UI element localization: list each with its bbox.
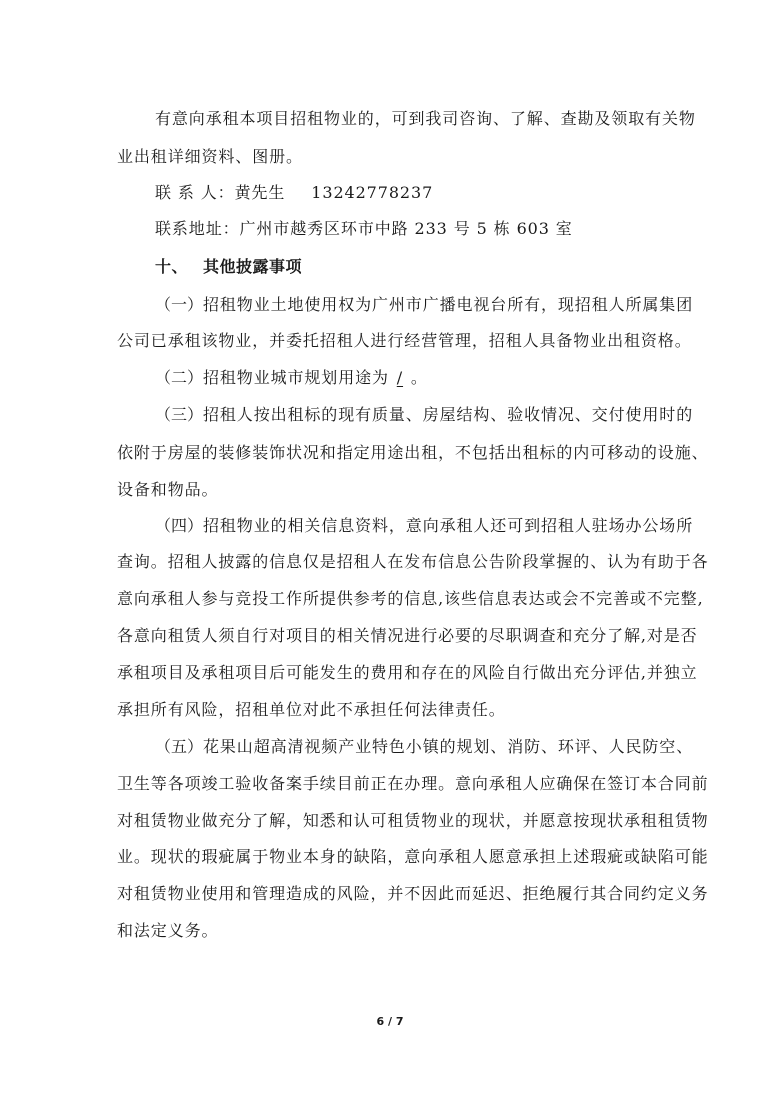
contact-person-value: 黄先生 — [234, 183, 286, 202]
item-3-line-2: 依附于房屋的装修装饰状况和指定用途出租，不包括出租标的内可移动的设施、 — [117, 443, 709, 462]
contact-phone: 13242778237 — [311, 183, 434, 202]
section-number: 十、 — [155, 257, 189, 276]
item-3-label: （三） — [155, 405, 204, 424]
item-2-blank: / — [396, 368, 404, 387]
contact-person-label: 联 系 人： — [155, 183, 235, 202]
contact-person-line — [155, 183, 433, 203]
item-1-text: 招租物业土地使用权为广州市广播电视台所有，现招租人所属集团 — [203, 295, 694, 314]
item-3-text: 招租人按出租标的现有质量、房屋结构、验收情况、交付使用时的 — [203, 405, 694, 424]
intro-line-1: 有意向承租本项目招租物业的，可到我司咨询、了解、查勘及领取有关物 — [155, 109, 696, 128]
item-4-text: 招租物业的相关信息资料，意向承租人还可到招租人驻场办公场所 — [203, 516, 694, 535]
item-4-line-4: 各意向租赁人须自行对项目的相关情况进行必要的尽职调查和充分了解,对是否 — [117, 626, 698, 645]
item-5-line-6: 和法定义务。 — [117, 921, 219, 940]
section-heading — [155, 257, 302, 277]
item-5-line-1 — [155, 737, 693, 757]
item-4-label: （四） — [155, 516, 204, 535]
item-4-line-1 — [155, 516, 693, 536]
item-4-line-5: 承租项目及承租项目后可能发生的费用和存在的风险自行做出充分评估,并独立 — [117, 663, 698, 682]
item-2-line-1 — [155, 368, 428, 388]
item-2-end: 。 — [410, 368, 428, 387]
item-5-line-5: 对租赁物业使用和管理造成的风险，并不因此而延迟、拒绝履行其合同约定义务 — [117, 884, 709, 903]
intro-line-2: 业出租详细资料、图册。 — [117, 147, 303, 166]
contact-address-line — [155, 219, 573, 239]
item-4-line-2: 查询。招租人披露的信息仅是招租人在发布信息公告阶段掌握的、认为有助于各 — [117, 552, 709, 571]
item-2-label: （二） — [155, 368, 204, 387]
item-1-line-2: 公司已承租该物业，并委托招租人进行经营管理，招租人具备物业出租资格。 — [117, 331, 692, 350]
item-5-text: 花果山超高清视频产业特色小镇的规划、消防、环评、人民防空、 — [203, 737, 694, 756]
item-3-line-1 — [155, 405, 693, 425]
item-3-line-3: 设备和物品。 — [117, 480, 219, 499]
contact-address-label: 联系地址： — [155, 219, 240, 238]
item-2-text: 招租物业城市规划用途为 — [203, 368, 389, 387]
item-5-label: （五） — [155, 737, 204, 756]
item-5-line-2: 卫生等各项竣工验收备案手续目前正在办理。意向承租人应确保在签订本合同前 — [117, 774, 709, 793]
section-title: 其他披露事项 — [203, 257, 303, 276]
item-4-line-6: 承担所有风险，招租单位对此不承担任何法律责任。 — [117, 700, 506, 719]
page-number: 6 / 7 — [376, 1015, 404, 1028]
contact-address-value: 广州市越秀区环市中路 233 号 5 栋 603 室 — [239, 219, 573, 238]
item-1-line-1 — [155, 295, 693, 315]
item-1-label: （一） — [155, 295, 204, 314]
item-5-line-4: 业。现状的瑕疵属于物业本身的缺陷，意向承租人愿意承担上述瑕疵或缺陷可能 — [117, 847, 709, 866]
item-4-line-3: 意向承租人参与竞投工作所提供参考的信息,该些信息表达或会不完善或不完整, — [117, 589, 704, 608]
item-5-line-3: 对租赁物业做充分了解，知悉和认可租赁物业的现状，并愿意按现状承租租赁物 — [117, 811, 709, 830]
